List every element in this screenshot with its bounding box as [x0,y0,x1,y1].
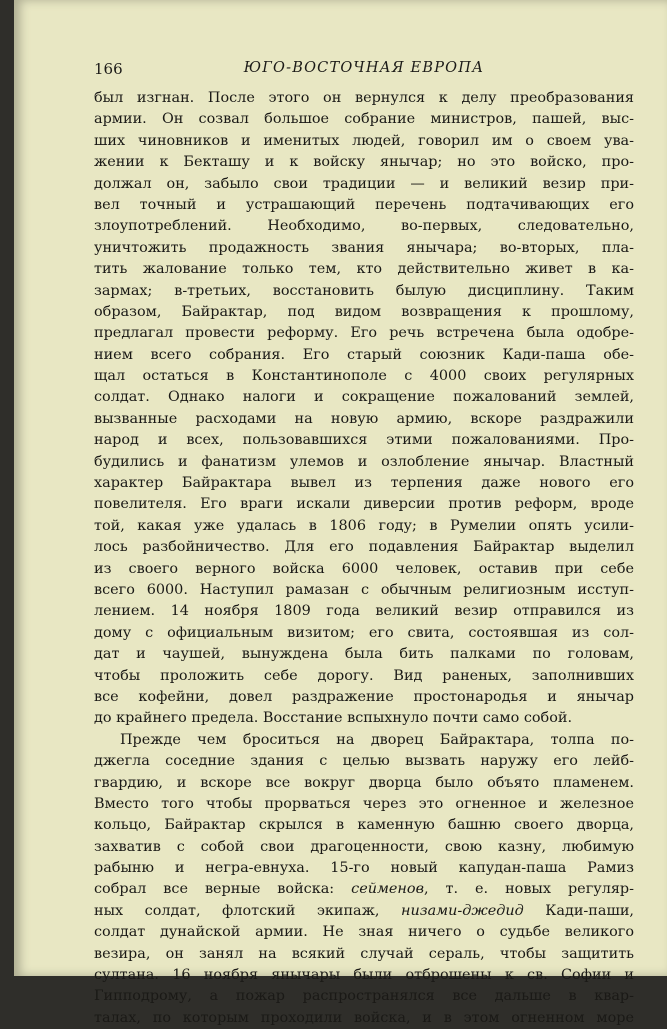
text-line: Гипподрому, а пожар распространялся все дальше в квар- [94,988,634,1005]
text-line: характер Байрактара вывел из терпения даже нового его [94,475,634,492]
text-line: зармах; в-третьих, восстановить былую дисциплину. Таким [94,282,634,299]
paragraph-1 [94,88,634,730]
text-line: кольцо, Байрактар скрылся в каменную башню своего дворца, [94,817,634,834]
text-line: уничтожить продажность звания янычара; во-вторых, пла- [94,239,634,256]
text-line: все кофейни, довел раздражение простонародья и янычар [94,688,634,705]
text-line: дат и чаушей, вынуждена была бить палками по головам, [94,646,634,663]
text-line: захватив с собой свои драгоценности, свою казну, любимую [94,838,634,855]
running-title: ЮГО-ВОСТОЧНАЯ ЕВРОПА [243,60,485,76]
book-page [14,0,667,1026]
text-line: повелителя. Его враги искали диверсии против реформ, вроде [94,496,634,513]
text-line: нием всего собрания. Его старый союзник Кади-паша обе- [94,346,634,363]
text-line: до крайнего предела. Восстание вспыхнуло почти само собой. [94,710,573,727]
paragraph-2 [94,730,634,1029]
body-text [94,88,634,1029]
text-run: собрал все верные войска: [94,881,335,898]
text-line: джегла соседние здания с целью вызвать наружу его лейб- [94,753,634,770]
text-line: будились и фанатизм улемов и озлобление янычар. Властный [94,453,634,470]
text-line: вызванные расходами на новую армию, вскоре раздражили [94,410,634,427]
text-line: дому с официальным визитом; его свита, состоявшая из сол- [94,624,634,641]
text-line: лением. 14 ноября 1809 года великий везир отправился из [94,603,634,620]
text-line: Прежде чем броситься на дворец Байрактара, толпа по- [120,731,634,748]
text-line: гвардию, и вскоре все вокруг дворца было объято пламенем. [94,774,634,791]
page-number: 166 [94,60,123,78]
text-run: ных солдат, флотский экипаж, [94,902,380,919]
text-line: ших чиновников и именитых людей, говорил им о своем ува- [94,132,634,149]
text-line: народ и всех, пользовавшихся этими пожалованиями. Про- [94,432,634,449]
text-line: талах, по которым проходили войска, и в этом огненном море [94,1009,634,1026]
text-line: образом, Байрактар, под видом возвращения к прошлому, [94,303,634,320]
text-line: рабыню и негра-евнуха. 15-го новый капудан-паша Рамиз [94,860,634,877]
text-line: предлагал провести реформу. Его речь встречена была одобре- [94,325,634,342]
text-line: злоупотреблений. Необходимо, во-первых, следовательно, [94,218,634,235]
text-line: всего 6000. Наступил рамазан с обычным религиозным исступ- [94,581,634,598]
text-line: был изгнан. После этого он вернулся к делу преобразования [94,90,634,106]
text-line: Вместо того чтобы прорваться через это огненное и железное [94,795,634,812]
text-line: вел точный и устрашающий перечень подтачивающих его [94,196,634,213]
text-line: той, какая уже удалась в 1806 году; в Румелии опять усили- [94,517,634,534]
text-line: тить жалование только тем, кто действительно живет в ка- [94,261,634,278]
text-line: солдат. Однако налоги и сокращение пожалований землей, [94,389,634,406]
text-line: лось разбойничество. Для его подавления Байрактар выделил [94,539,634,556]
text-line-mixed [94,879,634,900]
text-line: чтобы проложить себе дорогу. Вид раненых, заполнивших [94,667,634,684]
text-line: солдат дунайской армии. Не зная ничего о судьбе великого [94,924,634,941]
text-line-mixed [94,901,634,922]
page-header [94,60,634,82]
text-line: должал он, забыло свои традиции — и великий везир при- [94,175,634,192]
text-line: султана. 16 ноября янычары были отброшены к св. Софии и [94,967,634,984]
text-line: везира, он занял на всякий случай сераль, чтобы защитить [94,945,634,962]
text-line: жении к Бекташу и к войску янычар; но это войско, про- [94,154,634,171]
text-line: армии. Он созвал большое собрание министров, пашей, выс- [94,111,634,128]
text-run: Кади-паши, [523,902,634,919]
italic-term: сейменов [351,881,424,898]
text-line: из своего верного войска 6000 человек, оставив при себе [94,560,634,577]
text-run: , т. е. новых регуляр- [423,881,635,898]
italic-term: низами-джедид [400,902,524,919]
text-line: щал остаться в Константинополе с 4000 своих регулярных [94,368,634,385]
